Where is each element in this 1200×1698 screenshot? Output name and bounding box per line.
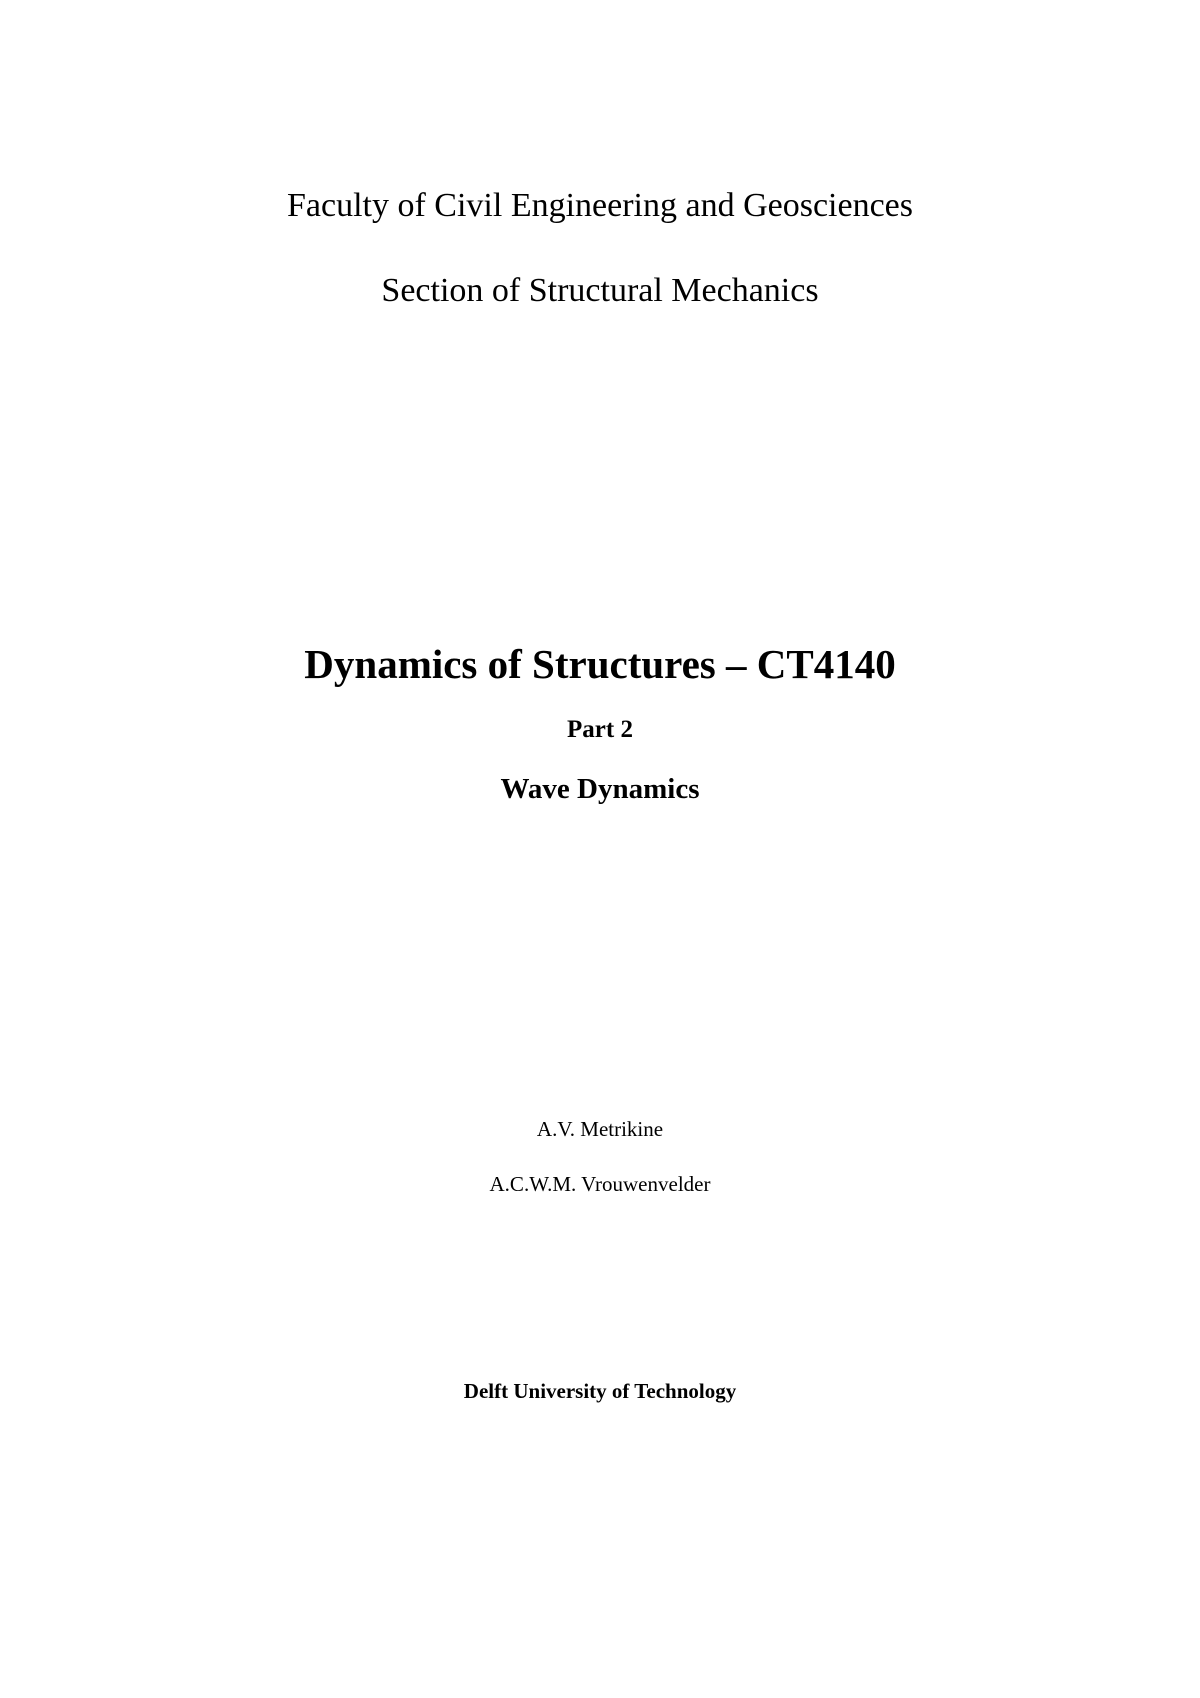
university-name: Delft University of Technology	[463, 1379, 737, 1403]
author-name: A.V. Metrikine	[536, 1117, 664, 1141]
author-name: A.C.W.M. Vrouwenvelder	[489, 1172, 711, 1196]
subtitle: Wave Dynamics	[500, 773, 700, 805]
section-name: Section of Structural Mechanics	[381, 272, 819, 309]
part-label: Part 2	[567, 716, 633, 743]
faculty-name: Faculty of Civil Engineering and Geosciences	[287, 187, 913, 224]
course-title: Dynamics of Structures – CT4140	[304, 641, 896, 687]
